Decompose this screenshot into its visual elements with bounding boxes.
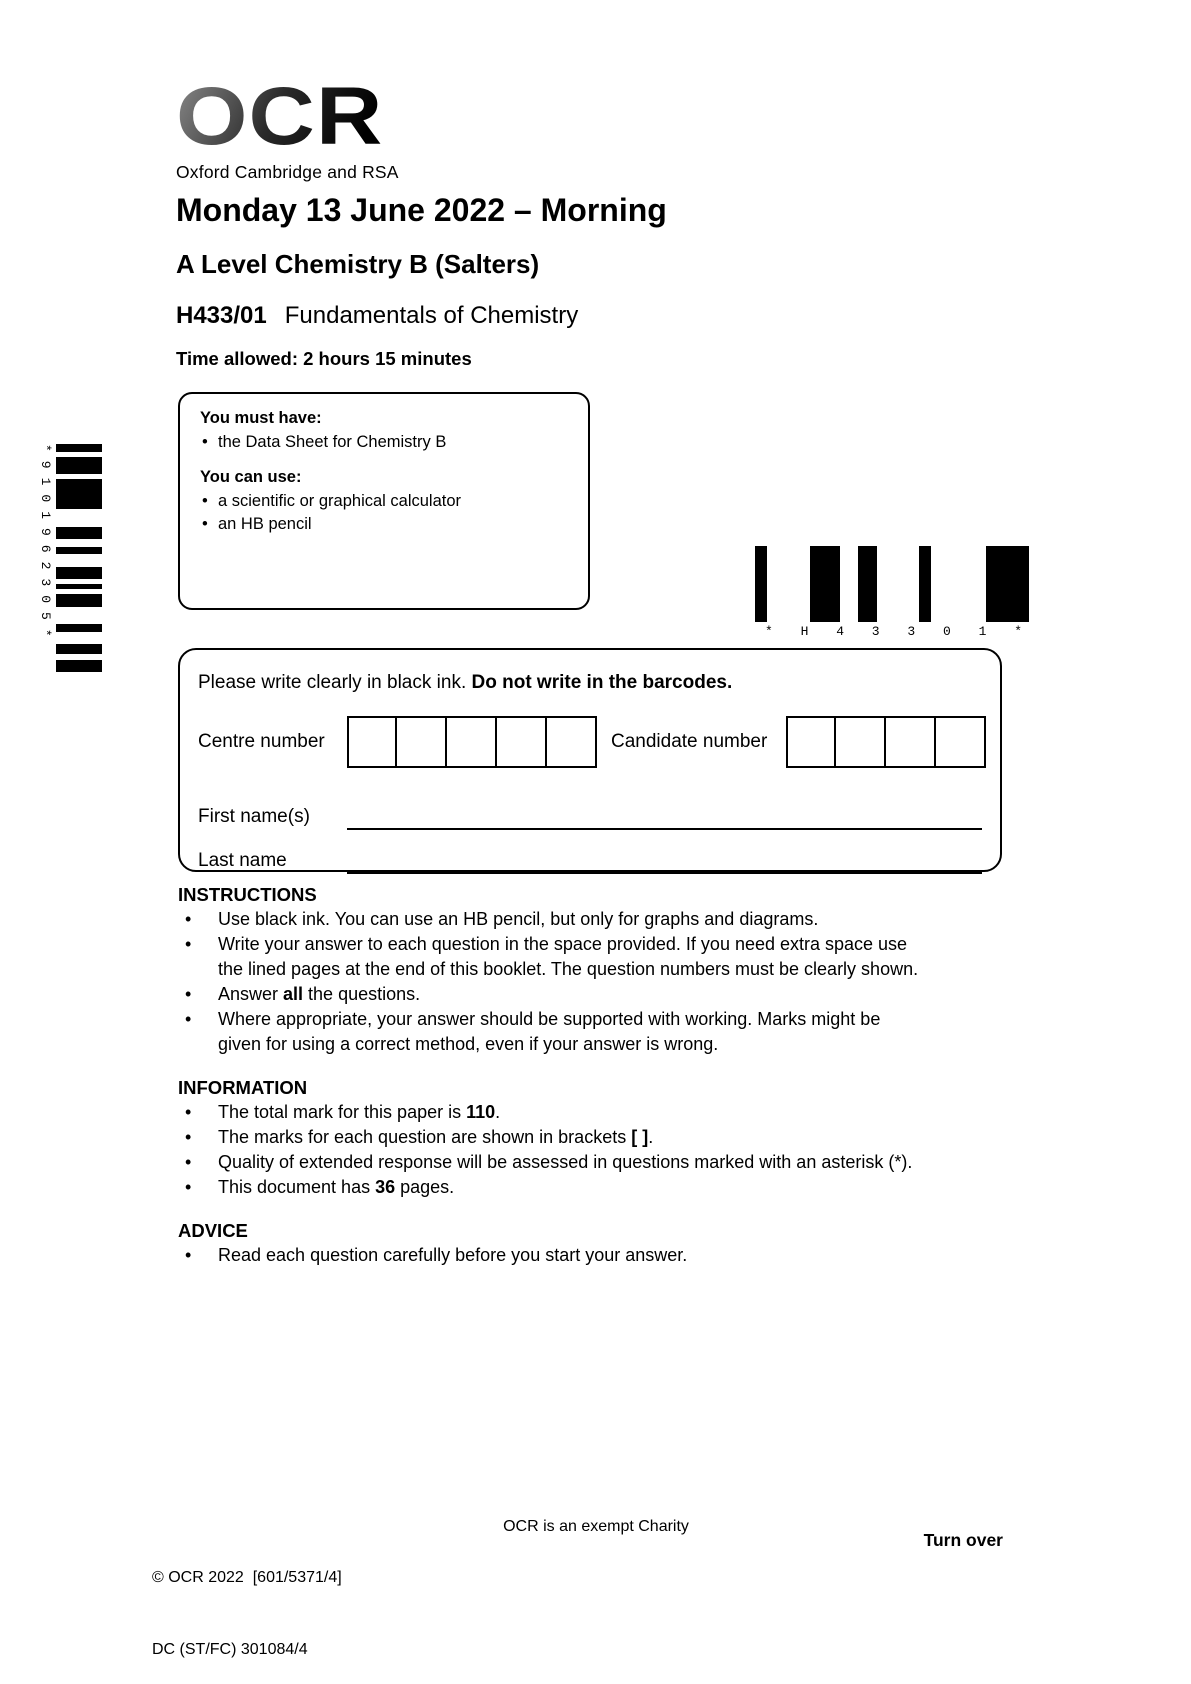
number-cell bbox=[547, 716, 597, 768]
ink-notice-bold: Do not write in the barcodes. bbox=[471, 672, 733, 693]
advice-heading: ADVICE bbox=[178, 1220, 248, 1241]
barcode-gap bbox=[56, 539, 102, 547]
right-barcode bbox=[755, 546, 1041, 639]
left-barcode bbox=[38, 444, 102, 672]
ocr-logo-text: OCR bbox=[176, 76, 425, 158]
subject-title: A Level Chemistry B (Salters) bbox=[176, 249, 540, 279]
time-allowed: Time allowed: 2 hours 15 minutes bbox=[176, 348, 472, 369]
instructions-list bbox=[178, 907, 1016, 1057]
paper-code-line bbox=[176, 302, 578, 330]
information-list bbox=[178, 1100, 1016, 1200]
left-barcode-bars bbox=[56, 444, 102, 672]
barcode-bar bbox=[56, 444, 102, 452]
barcode-bar bbox=[858, 546, 876, 622]
bullet-item: • Answer all the questions. bbox=[178, 982, 1016, 1007]
ink-notice bbox=[198, 672, 982, 694]
barcode-bar bbox=[755, 546, 767, 622]
first-name-row bbox=[198, 802, 982, 830]
barcode-gap bbox=[767, 546, 810, 622]
barcode-bar bbox=[919, 546, 931, 622]
number-cell bbox=[447, 716, 497, 768]
barcode-gap bbox=[840, 546, 858, 622]
instructions-heading: INSTRUCTIONS bbox=[178, 884, 317, 905]
barcode-gap bbox=[56, 554, 102, 567]
number-cell bbox=[936, 716, 986, 768]
number-cell bbox=[836, 716, 886, 768]
barcode-gap bbox=[974, 546, 986, 622]
number-cell bbox=[497, 716, 547, 768]
barcode-gap bbox=[56, 509, 102, 527]
barcode-gap bbox=[56, 632, 102, 645]
bullet-item: • The total mark for this paper is 110. bbox=[178, 1100, 1016, 1125]
first-name-entry-line bbox=[347, 802, 982, 830]
must-have-label: You must have: bbox=[200, 409, 322, 427]
number-cell bbox=[397, 716, 447, 768]
barcode-bar bbox=[56, 567, 102, 580]
footer-charity: OCR is an exempt Charity bbox=[503, 1518, 689, 1535]
number-cell bbox=[786, 716, 836, 768]
materials-box bbox=[178, 392, 590, 610]
ocr-logo bbox=[176, 71, 399, 183]
bullet-item: • the Data Sheet for Chemistry B bbox=[200, 431, 568, 454]
must-have-list bbox=[200, 431, 568, 454]
last-name-label: Last name bbox=[198, 850, 287, 871]
barcode-bar bbox=[56, 484, 102, 492]
can-use-list bbox=[200, 490, 568, 536]
bullet-item: • Write your answer to each question in the space provided. If you need extra space use the lined pages at the end of this booklet. The question numbers must be clearly shown. bbox=[178, 932, 1016, 982]
barcode-bar bbox=[56, 624, 102, 632]
barcode-gap bbox=[56, 607, 102, 625]
bullet-item: • Read each question carefully before you start your answer. bbox=[178, 1243, 1016, 1268]
barcode-bar bbox=[56, 599, 102, 607]
footer-copyright: © OCR 2022 [601/5371/4] bbox=[152, 1569, 342, 1586]
barcode-bar bbox=[56, 492, 102, 510]
candidate-number-cells bbox=[786, 716, 986, 768]
barcode-bar bbox=[986, 546, 1029, 622]
bullet-item: • Where appropriate, your answer should be supported with working. Marks might be given for using a correct method, even if your answer is wrong. bbox=[178, 1007, 1016, 1057]
page-title: Monday 13 June 2022 – Morning bbox=[176, 192, 667, 228]
barcode-bar bbox=[56, 527, 102, 540]
barcode-gap bbox=[931, 546, 961, 622]
number-cell bbox=[886, 716, 936, 768]
bullet-item: • a scientific or graphical calculator bbox=[200, 490, 568, 513]
advice-list bbox=[178, 1243, 1016, 1268]
centre-number-label: Centre number bbox=[198, 731, 325, 752]
barcode-bar bbox=[822, 546, 840, 622]
bullet-item: • The marks for each question are shown in brackets [ ]. bbox=[178, 1125, 1016, 1150]
ocr-logo-tagline: Oxford Cambridge and RSA bbox=[176, 162, 399, 182]
last-name-row bbox=[198, 846, 982, 874]
footer-imprint bbox=[152, 1518, 342, 1684]
barcode-gap bbox=[962, 546, 974, 622]
bullet-item: • This document has 36 pages. bbox=[178, 1175, 1016, 1200]
barcode-bar bbox=[56, 547, 102, 555]
centre-number-cells bbox=[347, 716, 597, 768]
first-name-label: First name(s) bbox=[198, 806, 310, 827]
turn-over-label: Turn over bbox=[923, 1530, 1003, 1550]
barcode-bar bbox=[810, 546, 822, 622]
paper-title: Fundamentals of Chemistry bbox=[284, 302, 579, 329]
barcode-gap bbox=[1029, 546, 1041, 622]
barcode-bar bbox=[56, 660, 102, 673]
candidate-details-box bbox=[178, 648, 1002, 872]
bullet-item: • Quality of extended response will be assessed in questions marked with an asterisk (*). bbox=[178, 1150, 1016, 1175]
paper-code: H433/01 bbox=[176, 302, 267, 329]
barcode-gap bbox=[877, 546, 920, 622]
barcode-bar bbox=[56, 457, 102, 475]
bullet-item: • an HB pencil bbox=[200, 513, 568, 536]
right-barcode-bars bbox=[755, 546, 1041, 622]
number-cell bbox=[347, 716, 397, 768]
right-barcode-caption: * H 4 3 3 0 1 * bbox=[765, 624, 1033, 639]
can-use-label: You can use: bbox=[200, 468, 302, 486]
bullet-item: • Use black ink. You can use an HB pencil, but only for graphs and diagrams. bbox=[178, 907, 1016, 932]
ink-notice-regular: Please write clearly in black ink. bbox=[198, 672, 472, 693]
candidate-number-label: Candidate number bbox=[611, 731, 768, 752]
information-heading: INFORMATION bbox=[178, 1077, 308, 1098]
number-row bbox=[198, 716, 982, 768]
notes-section bbox=[178, 882, 1016, 1268]
last-name-entry-line bbox=[347, 846, 982, 874]
left-barcode-text: *9101962305* bbox=[38, 444, 53, 646]
footer-dc-code: DC (ST/FC) 301084/4 bbox=[152, 1641, 308, 1658]
